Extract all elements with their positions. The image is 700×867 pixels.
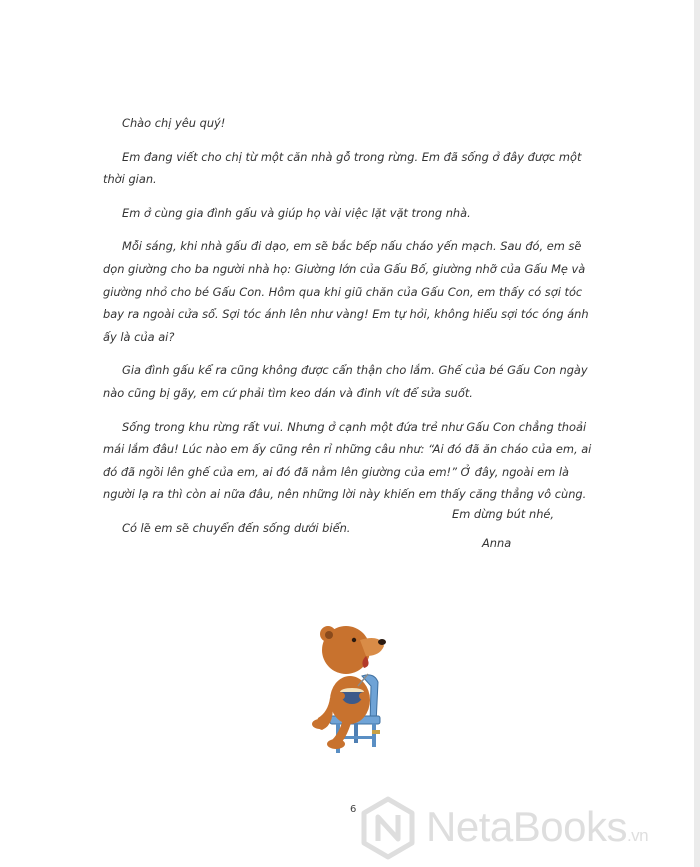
letter-closing: Em dừng bút nhé, [452, 507, 555, 521]
letter-greeting: Chào chị yêu quý! [122, 116, 226, 130]
brand-watermark [358, 793, 698, 863]
bear-cub-on-chair-icon [292, 612, 402, 758]
neta-logo-icon [358, 793, 418, 863]
letter-paragraph: Mỗi sáng, khi nhà gấu đi dạo, em sẽ bắc bếp nấu cháo yến mạch. Sau đó, em sẽ dọn giường cho ba người nhà họ: Giường lớn của Gấu Bố, giường nhỡ của Gấu Mẹ và giường nhỏ cho bé Gấu Con. Hôm qua khi giũ chăn của Gấu Con, em thấy có sợi tóc bay ra ngoài cửa sổ. Sợi tóc ánh lên như vàng! Em tự hỏi, không hiểu sợi tóc óng ánh ấy là của ai? [103, 239, 589, 344]
letter-paragraph: Sống trong khu rừng rất vui. Nhưng ở cạnh một đứa trẻ như Gấu Con chẳng thoải mái lắm đâu! Lúc nào em ấy cũng rên rỉ những câu như: “Ai đó đã ăn cháo của em, ai đó đã ngồi lên ghế của em, ai đó đã nằm lên giường của em!” Ở đây, ngoài em là người lạ ra thì còn ai nữa đâu, nên những lời này khiến em thấy căng thẳng vô cùng. [103, 419, 592, 502]
watermark-brand: NetaBooks [426, 803, 627, 850]
watermark-suffix: .vn [626, 826, 649, 845]
letter-paragraph: Gia đình gấu kể ra cũng không được cẩn thận cho lắm. Ghế của bé Gấu Con ngày nào cũng bị gãy, em cứ phải tìm keo dán và đinh vít để sửa suốt. [103, 363, 588, 400]
letter-signature: Anna [482, 536, 512, 550]
page-number: 6 [350, 804, 357, 815]
page-edge-shadow [694, 0, 700, 867]
letter-body [103, 112, 603, 551]
letter-paragraph: Có lẽ em sẽ chuyển đến sống dưới biển. [122, 520, 351, 535]
letter-paragraph: Em ở cùng gia đình gấu và giúp họ vài việc lặt vặt trong nhà. [122, 205, 471, 220]
watermark-text [426, 803, 648, 851]
letter-paragraph: Em đang viết cho chị từ một căn nhà gỗ trong rừng. Em đã sống ở đây được một thời gian. [103, 149, 582, 187]
